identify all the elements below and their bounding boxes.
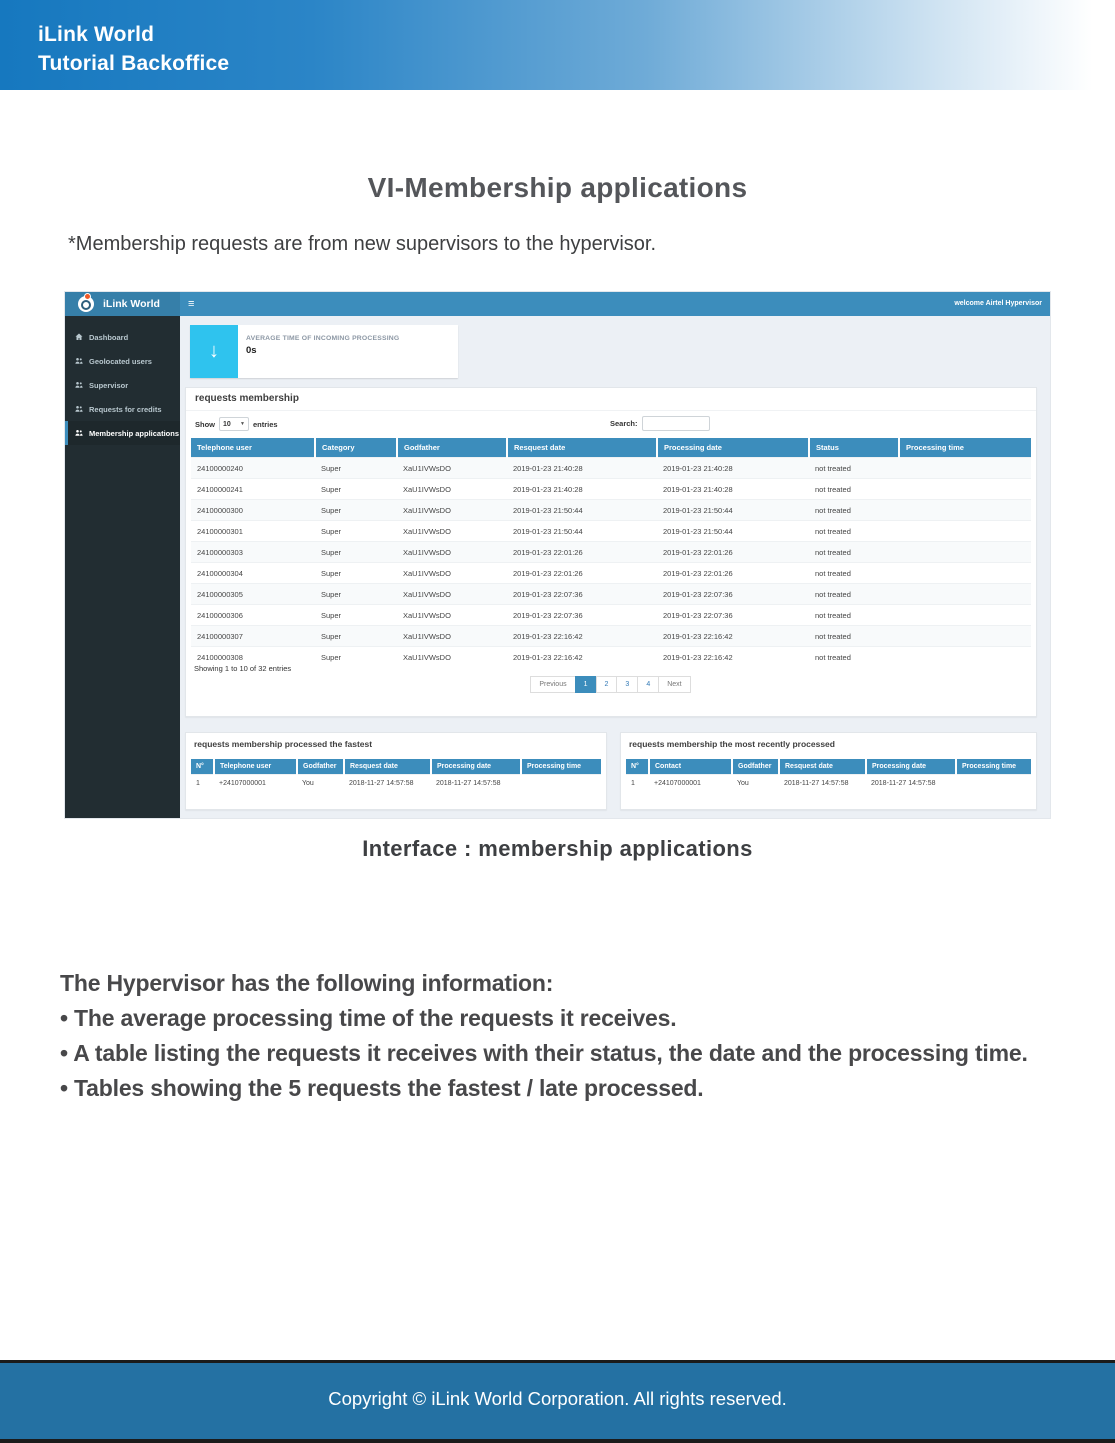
entries-summary: Showing 1 to 10 of 32 entries [194,664,292,673]
table-row [191,521,1031,542]
cell-telephone: 24100000308 [191,647,315,668]
show-label: Show [195,419,215,429]
col-contact: Contact [649,759,732,775]
cell-status: not treated [809,500,899,521]
col-processing-time: Processing time [521,759,601,775]
home-icon [75,333,83,341]
table-row [191,479,1031,500]
users-icon [75,429,83,437]
cell-processing-date: 2018-11-27 14:57:58 [866,775,956,792]
panel-header [186,388,1036,411]
banner-product-name: iLink World [38,23,155,46]
app-brand-name: iLink World [103,298,160,310]
cell-processing-time [899,605,1031,626]
pagination-page-4[interactable]: 4 [637,676,659,693]
cell-category: Super [315,563,397,584]
cell-processing-date: 2019-01-23 22:16:42 [657,626,809,647]
cell-processing-time [899,647,1031,668]
cell-godfather: XaU1IVWsDO [397,605,507,626]
cell-telephone: 24100000241 [191,479,315,500]
cell-request-date: 2018-11-27 14:57:58 [344,775,431,792]
pagination-previous-button[interactable]: Previous [530,676,575,693]
col-status[interactable]: Status [809,438,899,458]
cell-status: not treated [809,605,899,626]
cell-telephone: 24100000240 [191,458,315,479]
info-intro-line: The Hypervisor has the following information: [60,970,554,996]
cell-status: not treated [809,647,899,668]
panel-title: requests membership the most recently processed [629,739,835,749]
cell-request-date: 2019-01-23 22:01:26 [507,542,657,563]
pagination-page-3[interactable]: 3 [616,676,638,693]
cell-processing-time [521,775,601,792]
cell-category: Super [315,626,397,647]
cell-request-date: 2019-01-23 21:40:28 [507,479,657,500]
pagination-page-1[interactable]: 1 [575,676,597,693]
cell-processing-date: 2019-01-23 21:40:28 [657,479,809,500]
table-header-row [191,438,1031,458]
fastest-requests-panel [185,732,607,810]
cell-status: not treated [809,563,899,584]
table-row [191,605,1031,626]
table-row [191,584,1031,605]
cell-category: Super [315,605,397,626]
cell-number: 1 [191,775,214,792]
cell-processing-time [899,542,1031,563]
app-logo-area[interactable] [65,292,180,316]
col-godfather: Godfather [732,759,779,775]
cell-contact: +24107000001 [649,775,732,792]
cell-category: Super [315,521,397,542]
users-icon [75,405,83,413]
col-processing-time: Processing time [956,759,1031,775]
page-length-select[interactable] [219,417,249,431]
col-godfather: Godfather [297,759,344,775]
sidebar-item-label: Geolocated users [89,356,152,366]
cell-category: Super [315,500,397,521]
chevron-down-icon: ▼ [240,421,245,427]
cell-telephone: 24100000307 [191,626,315,647]
cell-processing-date: 2019-01-23 22:07:36 [657,605,809,626]
cell-processing-time [899,458,1031,479]
col-telephone-user[interactable]: Telephone user [191,438,315,458]
document-footer [0,1360,1115,1443]
page-length-value: 10 [223,420,231,428]
cell-processing-date: 2018-11-27 14:57:58 [431,775,521,792]
cell-request-date: 2019-01-23 22:07:36 [507,584,657,605]
copyright-text: Copyright © iLink World Corporation. All rights reserved. [328,1388,787,1409]
cell-processing-date: 2019-01-23 22:01:26 [657,563,809,584]
document-banner [0,0,1115,90]
cell-status: not treated [809,584,899,605]
pagination [186,676,1036,693]
sidebar-item-label: Supervisor [89,380,129,390]
down-arrow-icon: ↓ [190,325,238,378]
cell-category: Super [315,542,397,563]
requests-table [191,438,1031,667]
col-processing-time[interactable]: Processing time [899,438,1031,458]
cell-processing-date: 2019-01-23 22:07:36 [657,584,809,605]
cell-telephone: 24100000304 [191,563,315,584]
info-bullet: • Tables showing the 5 requests the fastest / late processed. [60,1075,704,1101]
cell-processing-time [899,626,1031,647]
cell-request-date: 2019-01-23 22:16:42 [507,647,657,668]
col-number: N° [191,759,214,775]
recently-processed-panel [620,732,1037,810]
cell-godfather: XaU1IVWsDO [397,584,507,605]
sidebar-item-dashboard[interactable] [65,325,180,349]
col-request-date: Resquest date [344,759,431,775]
recently-processed-table [626,759,1031,791]
cell-processing-time [899,500,1031,521]
sidebar-item-label: Membership applications [89,428,180,438]
cell-request-date: 2019-01-23 21:40:28 [507,458,657,479]
cell-godfather: XaU1IVWsDO [397,563,507,584]
cell-category: Super [315,584,397,605]
cell-request-date: 2019-01-23 21:50:44 [507,500,657,521]
search-input[interactable] [642,416,710,431]
table-row [191,563,1031,584]
users-icon [75,381,83,389]
cell-godfather: XaU1IVWsDO [397,542,507,563]
table-header-row [626,759,1031,775]
col-godfather[interactable]: Godfather [397,438,507,458]
cell-telephone: 24100000300 [191,500,315,521]
col-processing-date[interactable]: Processing date [657,438,809,458]
cell-godfather: You [297,775,344,792]
panel-title: requests membership [195,393,299,404]
cell-telephone: 24100000305 [191,584,315,605]
col-processing-date: Processing date [866,759,956,775]
average-time-stat-card [190,325,458,378]
intro-note: *Membership requests are from new supervisors to the hypervisor. [68,233,657,255]
col-telephone-user: Telephone user [214,759,297,775]
info-text-block [60,966,1028,1106]
entries-label: entries [253,419,278,429]
screenshot-caption: Interface : membership applications [362,836,753,861]
table-row [191,647,1031,668]
cell-status: not treated [809,521,899,542]
cell-request-date: 2018-11-27 14:57:58 [779,775,866,792]
search-control [610,416,710,431]
info-bullet: • The average processing time of the requests it receives. [60,1005,677,1031]
cell-category: Super [315,647,397,668]
cell-request-date: 2019-01-23 22:01:26 [507,563,657,584]
search-label: Search: [610,419,638,428]
cell-processing-time [899,521,1031,542]
col-processing-date: Processing date [431,759,521,775]
cell-telephone: 24100000306 [191,605,315,626]
cell-telephone: +24107000001 [214,775,297,792]
cell-godfather: XaU1IVWsDO [397,626,507,647]
app-header-bar [65,292,1050,316]
col-request-date: Resquest date [779,759,866,775]
cell-processing-date: 2019-01-23 22:01:26 [657,542,809,563]
panel-title: requests membership processed the fastest [194,739,373,749]
table-row [191,626,1031,647]
cell-request-date: 2019-01-23 22:16:42 [507,626,657,647]
cell-telephone: 24100000301 [191,521,315,542]
cell-number: 1 [626,775,649,792]
cell-godfather: XaU1IVWsDO [397,458,507,479]
sidebar-item-label: Dashboard [89,332,129,342]
cell-telephone: 24100000303 [191,542,315,563]
welcome-user-label[interactable]: welcome Airtel Hypervisor [954,300,1042,307]
table-row [191,775,601,792]
menu-toggle-icon[interactable]: ≡ [188,298,195,310]
backoffice-screenshot [65,292,1050,818]
ilink-logo-icon [78,296,94,312]
stat-card-value: 0s [246,345,257,356]
cell-status: not treated [809,479,899,500]
page-title: VI-Membership applications [367,172,748,203]
table-header-row [191,759,601,775]
cell-processing-time [899,563,1031,584]
info-bullet: • A table listing the requests it receives with their status, the date and the processing time. [60,1040,1028,1066]
sidebar-item-supervisor[interactable] [65,373,180,397]
banner-subtitle: Tutorial Backoffice [38,52,230,75]
cell-godfather: XaU1IVWsDO [397,500,507,521]
col-category[interactable]: Category [315,438,397,458]
app-sidebar [65,316,180,818]
cell-processing-time [899,584,1031,605]
table-row [191,500,1031,521]
cell-godfather: XaU1IVWsDO [397,521,507,542]
table-row [191,542,1031,563]
cell-category: Super [315,458,397,479]
show-entries-control [195,417,278,431]
col-number: N° [626,759,649,775]
sidebar-item-geolocated-users[interactable] [65,349,180,373]
table-row [626,775,1031,792]
sidebar-item-requests-for-credits[interactable] [65,397,180,421]
table-row [191,458,1031,479]
cell-status: not treated [809,626,899,647]
sidebar-item-membership-applications[interactable] [65,421,180,445]
cell-status: not treated [809,542,899,563]
fastest-requests-table [191,759,601,791]
cell-request-date: 2019-01-23 21:50:44 [507,521,657,542]
pagination-page-2[interactable]: 2 [596,676,618,693]
cell-godfather: You [732,775,779,792]
requests-membership-panel [185,387,1037,717]
cell-status: not treated [809,458,899,479]
cell-category: Super [315,479,397,500]
stat-card-label: AVERAGE TIME OF INCOMING PROCESSING [246,335,400,342]
cell-godfather: XaU1IVWsDO [397,647,507,668]
cell-godfather: XaU1IVWsDO [397,479,507,500]
pagination-next-button[interactable]: Next [658,676,690,693]
col-request-date[interactable]: Resquest date [507,438,657,458]
users-icon [75,357,83,365]
cell-processing-time [956,775,1031,792]
cell-processing-date: 2019-01-23 21:40:28 [657,458,809,479]
sidebar-item-label: Requests for credits [89,404,162,414]
cell-processing-date: 2019-01-23 21:50:44 [657,500,809,521]
cell-processing-date: 2019-01-23 21:50:44 [657,521,809,542]
cell-request-date: 2019-01-23 22:07:36 [507,605,657,626]
cell-processing-time [899,479,1031,500]
cell-processing-date: 2019-01-23 22:16:42 [657,647,809,668]
